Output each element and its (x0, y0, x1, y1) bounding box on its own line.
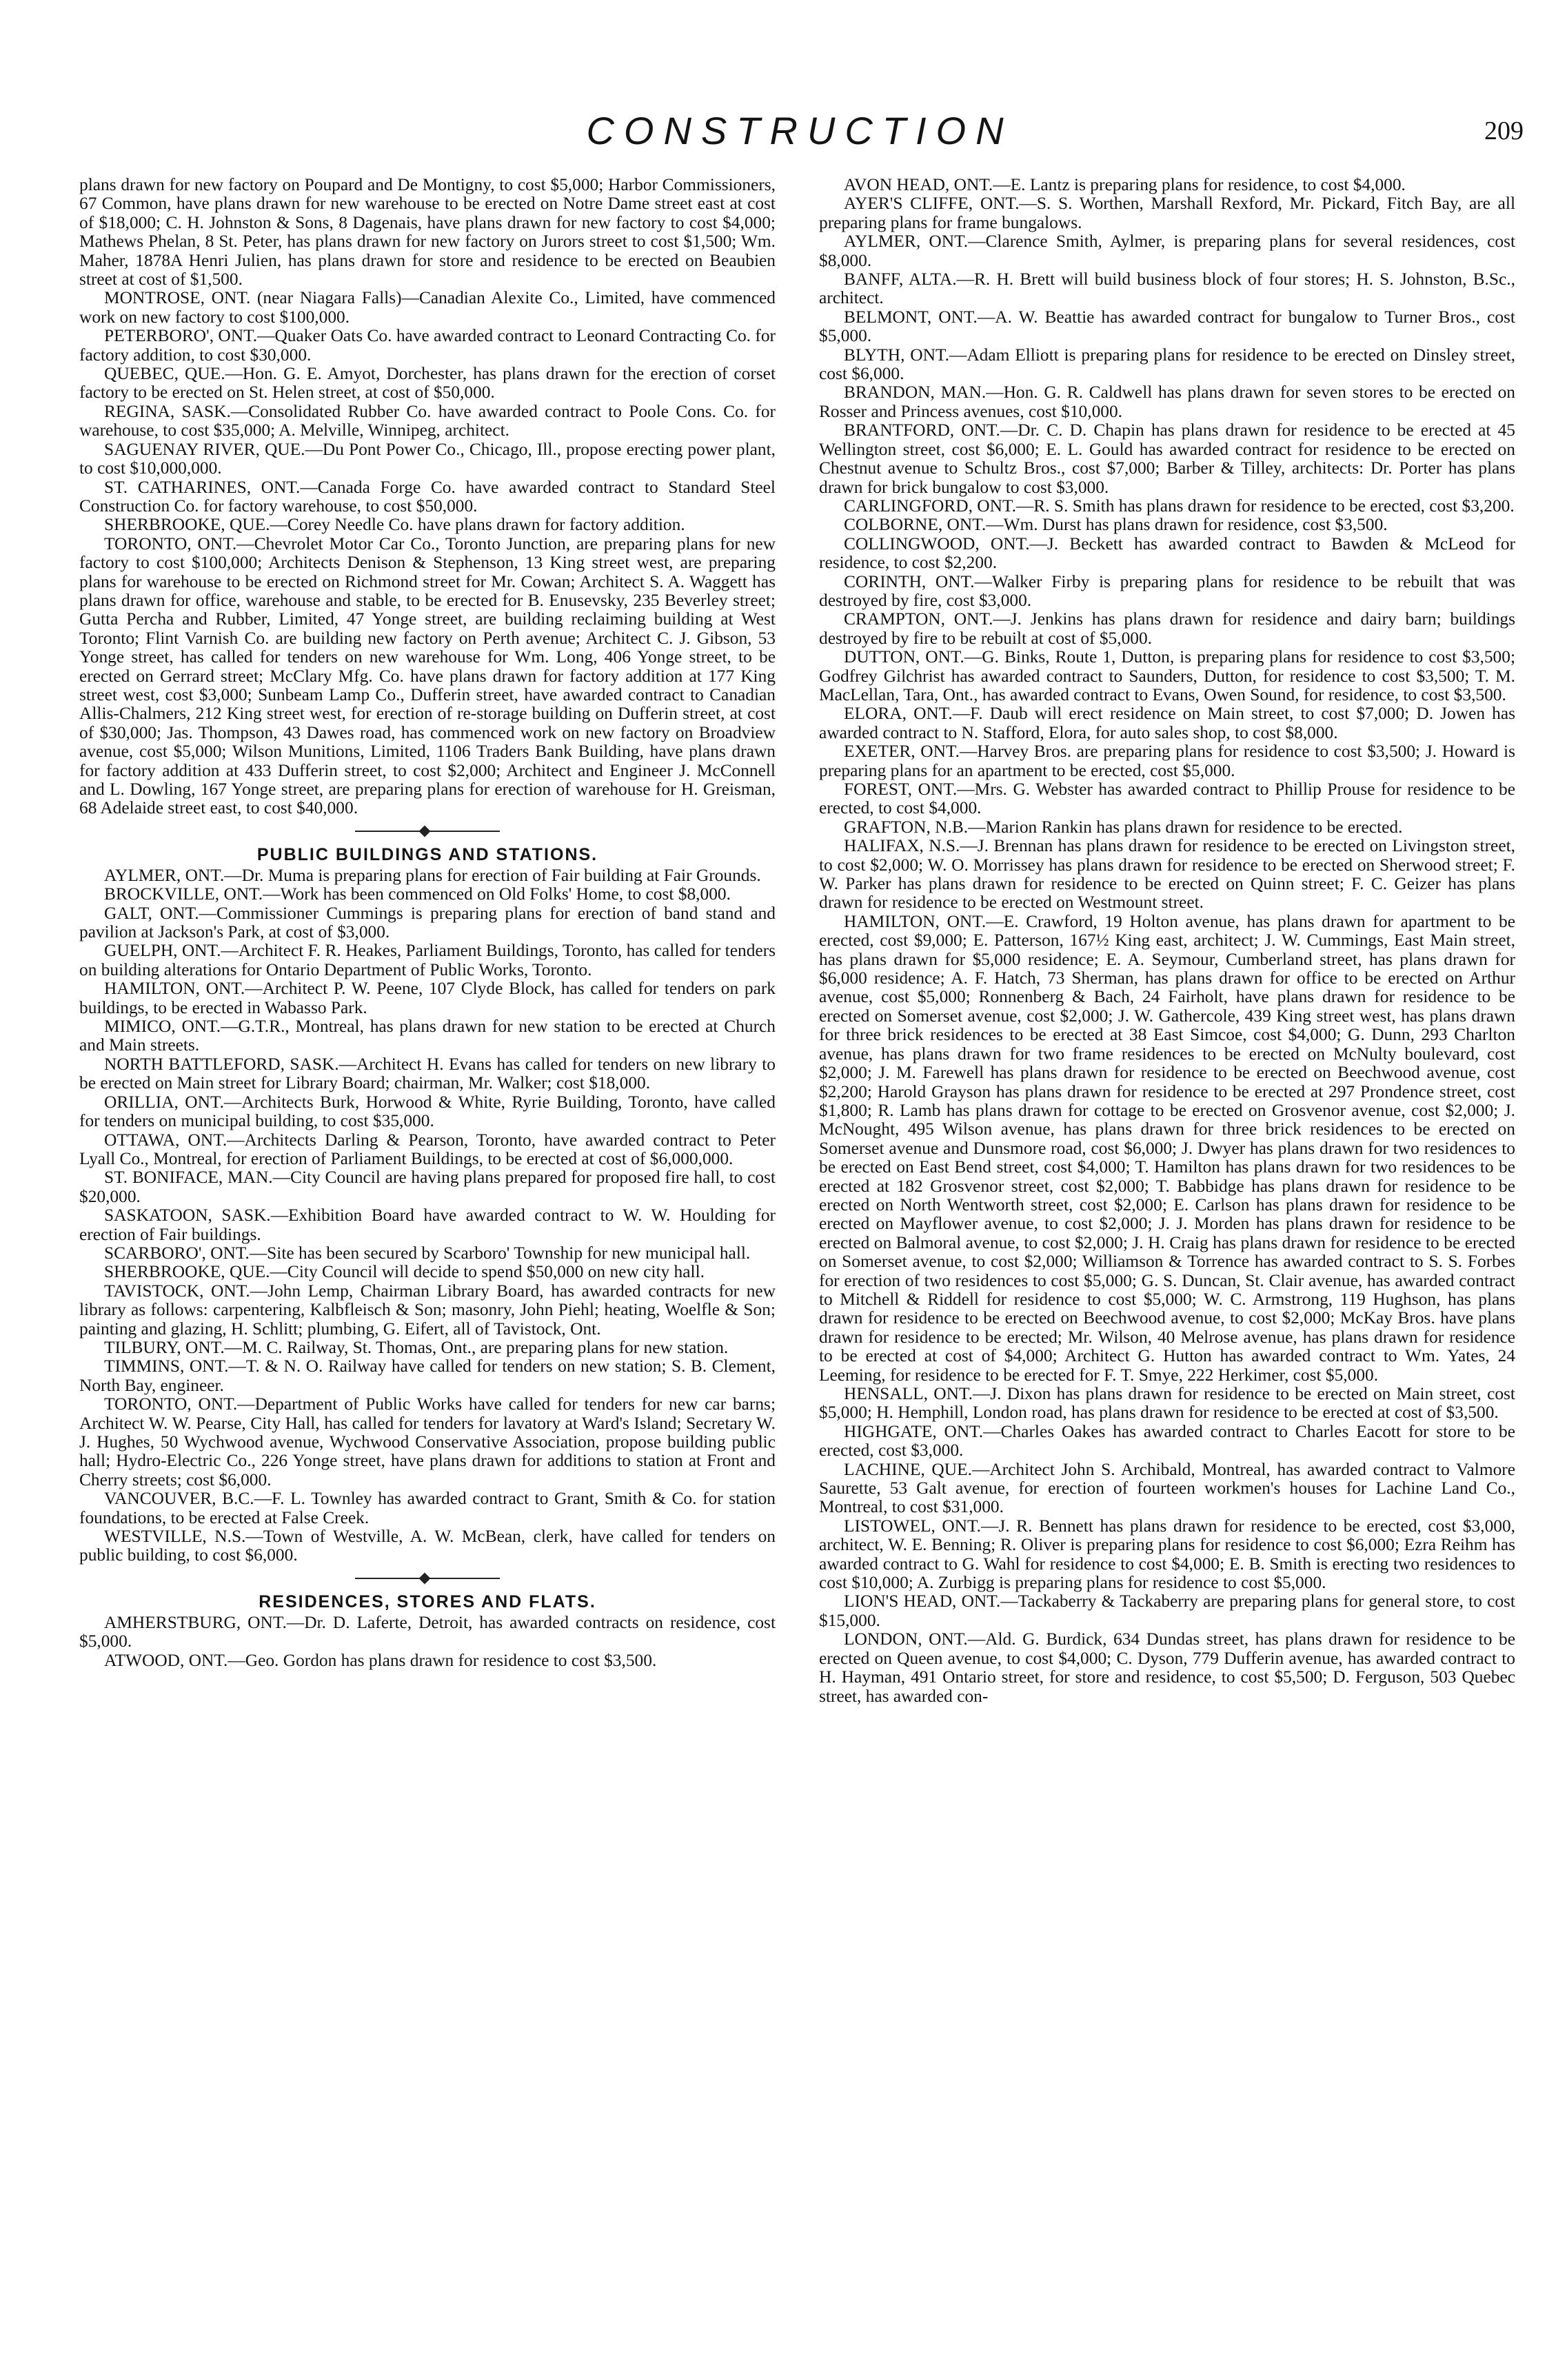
paragraph: HIGHGATE, ONT.—Charles Oakes has awarded contract to Charles Eacott for store to be erected, cost $3,000. (819, 1421, 1515, 1461)
paragraph: GALT, ONT.—Commissioner Cummings is preparing plans for erection of band stand and pavilion at Jackson's Park, at cost of $3,000. (79, 903, 776, 942)
paragraph: MIMICO, ONT.—G.T.R., Montreal, has plans drawn for new station to be erected at Church and Main streets. (79, 1017, 776, 1055)
paragraph: LISTOWEL, ONT.—J. R. Bennett has plans drawn for residence to be erected, cost $3,000, architect, W. E. Benning; R. Oliver is preparing plans for residence to cost $6,000; Ezra Reihm has awarded contract to G. Wahl for residence to cost $4,000; E. B. Smith is erecting two residences to cost $10,000; A. Zurbigg is preparing plans for residence to cost $5,000. (819, 1516, 1515, 1593)
paragraph: FOREST, ONT.—Mrs. G. Webster has awarded contract to Phillip Prouse for residence to be erected, to cost $4,000. (819, 780, 1515, 818)
paragraph: AYLMER, ONT.—Clarence Smith, Aylmer, is preparing plans for several residences, cost $8,000. (819, 232, 1515, 270)
section-divider (79, 1571, 776, 1586)
page-header (76, 103, 1524, 159)
paragraph: BRANDON, MAN.—Hon. G. R. Caldwell has plans drawn for seven stores to be erected on Rosser and Princess avenues, cost $10,000. (819, 383, 1515, 421)
paragraph: BROCKVILLE, ONT.—Work has been commenced on Old Folks' Home, to cost $8,000. (104, 884, 731, 904)
paragraph: BRANTFORD, ONT.—Dr. C. D. Chapin has plans drawn for residence to be erected at 45 Wellington street, cost $6,000; E. L. Gould has awarded contract for residence to be erected on Chestnut avenue to Schultz Bros., cost $7,000; Barber & Tilley, architects: Dr. Porter has plans drawn for brick bungalow to cost $3,000. (819, 420, 1515, 497)
paragraph: BANFF, ALTA.—R. H. Brett will build business block of four stores; H. S. Johnston, B.Sc., architect. (819, 269, 1515, 308)
paragraph: SHERBROOKE, QUE.—Corey Needle Co. have plans drawn for factory addition. (104, 515, 685, 535)
section-divider (79, 824, 776, 839)
paragraph: PETERBORO', ONT.—Quaker Oats Co. have awarded contract to Leonard Contracting Co. for factory addition, to cost $30,000. (79, 326, 776, 365)
paragraph: TORONTO, ONT.—Chevrolet Motor Car Co., Toronto Junction, are preparing plans for new factory to cost $100,000; Architects Denison & Stephenson, 13 King street west, are preparing plans for warehouse to be erected on Richmond street for Mr. Cowan; Architect S. A. Waggett has plans drawn for office, warehouse and stable, to be erected for B. Enusevsky, 235 Beverley street; Gutta Percha and Rubber, Limited, 47 Yonge street, are building reclaiming building at West Toronto; Flint Varnish Co. are building new factory on Perth avenue; Architect C. J. Gibson, 53 Yonge street, has called for tenders on new warehouse for Wm. Long, 406 Yonge street, to be erected on Gerrard street; McClary Mfg. Co. have plans drawn for factory addition at 177 King street west, cost $3,000; Sunbeam Lamp Co., Dufferin street, have awarded contract to Canadian Allis-Chalmers, 212 King street west, for erection of re-storage building on Dufferin street, at cost of $30,000; Jas. Thompson, 43 Dawes road, has commenced work on new factory on Broadview avenue, cost $5,000; Wilson Munitions, Limited, 1106 Traders Bank Building, have plans drawn for factory addition at 433 Dufferin street, to cost $2,000; Architect and Engineer J. McConnell and L. Dowling, 167 Yonge street, are preparing plans for erection of warehouse for H. Greisman, 68 Adelaide street east, to cost $40,000. (79, 533, 776, 818)
paragraph: TAVISTOCK, ONT.—John Lemp, Chairman Library Board, has awarded contracts for new library as follows: carpentering, Kalbfleisch & Son; masonry, John Piehl; heating, Woelfle & Son; painting and glazing, H. Schlitt; plumbing, G. Eifert, all of Tavistock, Ont. (79, 1281, 776, 1339)
paragraph: SAGUENAY RIVER, QUE.—Du Pont Power Co., Chicago, Ill., propose erecting power plant, to cost $10,000,000. (79, 439, 776, 478)
paragraph: QUEBEC, QUE.—Hon. G. E. Amyot, Dorchester, has plans drawn for the erection of corset factory to be erected on St. Helen street, at cost of $50,000. (79, 364, 776, 403)
paragraph: ST. CATHARINES, ONT.—Canada Forge Co. have awarded contract to Standard Steel Construction Co. for factory warehouse, to cost $50,000. (79, 477, 776, 516)
paragraph: TIMMINS, ONT.—T. & N. O. Railway have called for tenders on new station; S. B. Clement, North Bay, engineer. (79, 1356, 776, 1395)
paragraph: ATWOOD, ONT.—Geo. Gordon has plans drawn for residence to cost $3,500. (104, 1650, 657, 1670)
paragraph: NORTH BATTLEFORD, SASK.—Architect H. Evans has called for tenders on new library to be erected on Main street for Library Board; chairman, Mr. Walker; cost $18,000. (79, 1054, 776, 1093)
right-column (819, 176, 1515, 1706)
page-number: 209 (1484, 116, 1524, 145)
paragraph: ST. BONIFACE, MAN.—City Council are having plans prepared for proposed fire hall, to cost $20,000. (79, 1168, 776, 1206)
paragraph: GUELPH, ONT.—Architect F. R. Heakes, Parliament Buildings, Toronto, has called for tenders on building alterations for Ontario Department of Public Works, Toronto. (79, 941, 776, 979)
paragraph: ORILLIA, ONT.—Architects Burk, Horwood & White, Ryrie Building, Toronto, have called for tenders on municipal building, to cost $35,000. (79, 1092, 776, 1131)
paragraph: SCARBORO', ONT.—Site has been secured by Scarboro' Township for new municipal hall. (104, 1243, 751, 1263)
paragraph: plans drawn for new factory on Poupard and De Montigny, to cost $5,000; Harbor Commissioners, 67 Common, have plans drawn for new warehouse to be erected on Notre Dame street east at cost of $18,000; C. H. Johnston & Sons, 8 Dagenais, have plans drawn for new factory to cost $4,000; Mathews Phelan, 8 St. Peter, has plans drawn for new factory on Jurors street to cost $1,500; Wm. Maher, 1878A Henri Julien, has plans drawn for store and residence to be erected on Beaubien street at cost of $1,500. (79, 175, 776, 289)
paragraph: TORONTO, ONT.—Department of Public Works have called for tenders for new car barns; Architect W. W. Pearse, City Hall, has called for tenders for lavatory at Ward's Island; Secretary W. J. Hughes, 50 Wychwood avenue, Wychwood Conservative Association, propose building public hall; Hydro-Electric Co., 226 Yonge street, have plans drawn for additions to station at Front and Cherry streets; cost $6,000. (79, 1394, 776, 1489)
paragraph: CRAMPTON, ONT.—J. Jenkins has plans drawn for residence and dairy barn; buildings destroyed by fire to be rebuilt at cost of $5,000. (819, 609, 1515, 648)
paragraph: LACHINE, QUE.—Architect John S. Archibald, Montreal, has awarded contract to Valmore Saurette, 53 Galt avenue, for erection of fourteen workmen's houses for Lachine Land Co., Montreal, to cost $31,000. (819, 1459, 1515, 1517)
paragraph: COLLINGWOOD, ONT.—J. Beckett has awarded contract to Bawden & McLeod for residence, to cost $2,200. (819, 533, 1515, 573)
paragraph: LONDON, ONT.—Ald. G. Burdick, 634 Dundas street, has plans drawn for residence to be erected on Queen avenue, to cost $4,000; C. Dyson, 779 Dufferin avenue, has awarded contract to H. Hayman, 491 Ontario street, for store and residence, to cost $5,500; D. Ferguson, 503 Quebec street, has awarded con- (819, 1629, 1515, 1706)
paragraph: WESTVILLE, N.S.—Town of Westville, A. W. McBean, clerk, have called for tenders on public building, to cost $6,000. (79, 1527, 776, 1565)
paragraph: HAMILTON, ONT.—Architect P. W. Peene, 107 Clyde Block, has called for tenders on park buildings, to be erected in Wabasso Park. (79, 979, 776, 1017)
paragraph: DUTTON, ONT.—G. Binks, Route 1, Dutton, is preparing plans for residence to cost $3,500; Godfrey Gilchrist has awarded contract to Saunders, Dutton, for residence to cost $3,500; T. M. MacLellan, Tara, Ont., has awarded contract to Evans, Owen Sound, for residence, to cost $3,500. (819, 647, 1515, 704)
paragraph: TILBURY, ONT.—M. C. Railway, St. Thomas, Ont., are preparing plans for new station. (104, 1337, 729, 1357)
running-title: CONSTRUCTION (586, 109, 1013, 152)
paragraph: SASKATOON, SASK.—Exhibition Board have awarded contract to W. W. Houlding for erection of Fair buildings. (79, 1206, 776, 1244)
paragraph: COLBORNE, ONT.—Wm. Durst has plans drawn for residence, cost $3,500. (844, 515, 1388, 535)
paragraph: AYER'S CLIFFE, ONT.—S. S. Worthen, Marshall Rexford, Mr. Pickard, Fitch Bay, are all preparing plans for frame bungalows. (819, 194, 1515, 232)
paragraph: HENSALL, ONT.—J. Dixon has plans drawn for residence to be erected on Main street, cost $5,000; H. Hemphill, London road, has plans drawn for residence to be erected at cost of $3,500. (819, 1384, 1515, 1423)
paragraph: EXETER, ONT.—Harvey Bros. are preparing plans for residence to cost $3,500; J. Howard is preparing plans for an apartment to be erected, cost $5,000. (819, 742, 1515, 780)
paragraph: HALIFAX, N.S.—J. Brennan has plans drawn for residence to be erected on Livingston street, to cost $2,000; W. O. Morrissey has plans drawn for residence to be erected on Sherwood street; F. W. Parker has plans drawn for residence to be erected on Quinn street; F. C. Geizer has plans drawn for residence to be erected on Westmount street. (819, 836, 1515, 913)
paragraph: CARLINGFORD, ONT.—R. S. Smith has plans drawn for residence to be erected, cost $3,200. (844, 496, 1515, 516)
section-heading-public-buildings: PUBLIC BUILDINGS AND STATIONS. (256, 844, 598, 864)
paragraph: CORINTH, ONT.—Walker Firby is preparing plans for residence to be rebuilt that was destroyed by fire, cost $3,000. (819, 571, 1515, 610)
left-column (79, 176, 776, 1670)
paragraph: AMHERSTBURG, ONT.—Dr. D. Laferte, Detroit, has awarded contracts on residence, cost $5,000. (79, 1612, 776, 1651)
paragraph: GRAFTON, N.B.—Marion Rankin has plans drawn for residence to be erected. (844, 817, 1403, 837)
paragraph: OTTAWA, ONT.—Architects Darling & Pearson, Toronto, have awarded contract to Peter Lyall Co., Montreal, for erection of Parliament Buildings, to be erected at cost of $6,000,000. (79, 1130, 776, 1168)
paragraph: LION'S HEAD, ONT.—Tackaberry & Tackaberry are preparing plans for general store, to cost $15,000. (819, 1591, 1515, 1630)
paragraph: MONTROSE, ONT. (near Niagara Falls)—Canadian Alexite Co., Limited, have commenced work on new factory to cost $100,000. (79, 288, 776, 327)
paragraph: AYLMER, ONT.—Dr. Muma is preparing plans for erection of Fair building at Fair Grounds. (104, 865, 761, 885)
paragraph: VANCOUVER, B.C.—F. L. Townley has awarded contract to Grant, Smith & Co. for station foundations, to be erected at False Creek. (79, 1489, 776, 1527)
paragraph: REGINA, SASK.—Consolidated Rubber Co. have awarded contract to Poole Cons. Co. for warehouse, to cost $35,000; A. Melville, Winnipeg, architect. (79, 401, 776, 440)
section-heading-residences: RESIDENCES, STORES AND FLATS. (259, 1591, 596, 1611)
paragraph: BLYTH, ONT.—Adam Elliott is preparing plans for residence to be erected on Dinsley street, cost $6,000. (819, 345, 1515, 384)
paragraph: ELORA, ONT.—F. Daub will erect residence on Main street, to cost $7,000; D. Jowen has awarded contract to N. Stafford, Elora, for auto sales shop, to cost $8,000. (819, 704, 1515, 742)
paragraph: HAMILTON, ONT.—E. Crawford, 19 Holton avenue, has plans drawn for apartment to be erected, cost $9,000; E. Patterson, 167½ King east, architect; J. W. Cummings, East Main street, has plans drawn for $5,000 residence; E. A. Seymour, Cumberland street, has plans drawn for $6,000 residence; A. F. Hatch, 73 Sherman, has plans drawn for office to be erected on Arthur avenue, cost $5,000; Ronnenberg & Bach, 24 Fairholt, have plans drawn for residence to be erected on Somerset avenue, cost $2,000; J. W. Gathercole, 439 King street west, has plans drawn for three brick residences to be erected at 38 East Simcoe, cost $4,000; G. Dunn, 293 Charlton avenue, has plans drawn for two frame residences to be erected on McNulty boulevard, cost $2,000; J. M. Farewell has plans drawn for residence to be erected on Beechwood avenue, cost $2,200; Harold Grayson has plans drawn for residence to be erected at 297 Prondence street, cost $1,800; R. Lamb has plans drawn for cottage to be erected on Grosvenor avenue, cost $2,000; J. McNought, 495 Wilson avenue, has plans drawn for three brick residences to be erected on Somerset avenue and Dunsmore road, cost $6,000; J. Dwyer has plans drawn for two residences to be erected on East Bend street, cost $4,000; T. Hamilton has plans drawn for two residences to be erected at 182 Grosvenor street, cost $2,000; T. Babbidge has plans drawn for residence to be erected on North Wentworth street, cost $2,000; E. Carlson has plans drawn for residence to be erected on Mayflower avenue, to cost $2,000; J. J. Morden has plans drawn for residence to be erected on Balmoral avenue, to cost $2,000; J. H. Craig has plans drawn for residence to be erected on Somerset avenue, to cost $2,000; Williamson & Torrence has awarded contract to S. S. Forbes for erection of two residences to cost $5,000; G. S. Duncan, St. Clair avenue, has awarded contract to Mitchell & Riddell for residence to cost $5,000; W. C. Armstrong, 119 Hughson, has plans drawn for residence to be erected on Beechwood avenue, to cost $2,000; McKay Bros. have plans drawn for residence to be erected; Mr. Wilson, 40 Melrose avenue, has plans drawn for residence to be erected at cost of $4,000; Architect G. Hutton has awarded contract to Wm. Yates, 24 Leeming, for residence to be erected for F. T. Smye, 222 Herkimer, cost $5,000. (819, 911, 1515, 1385)
paragraph: AVON HEAD, ONT.—E. Lantz is preparing plans for residence, to cost $4,000. (844, 175, 1406, 194)
paragraph: SHERBROOKE, QUE.—City Council will decide to spend $50,000 on new city hall. (104, 1262, 705, 1282)
paragraph: BELMONT, ONT.—A. W. Beattie has awarded contract for bungalow to Turner Bros., cost $5,000. (819, 307, 1515, 346)
